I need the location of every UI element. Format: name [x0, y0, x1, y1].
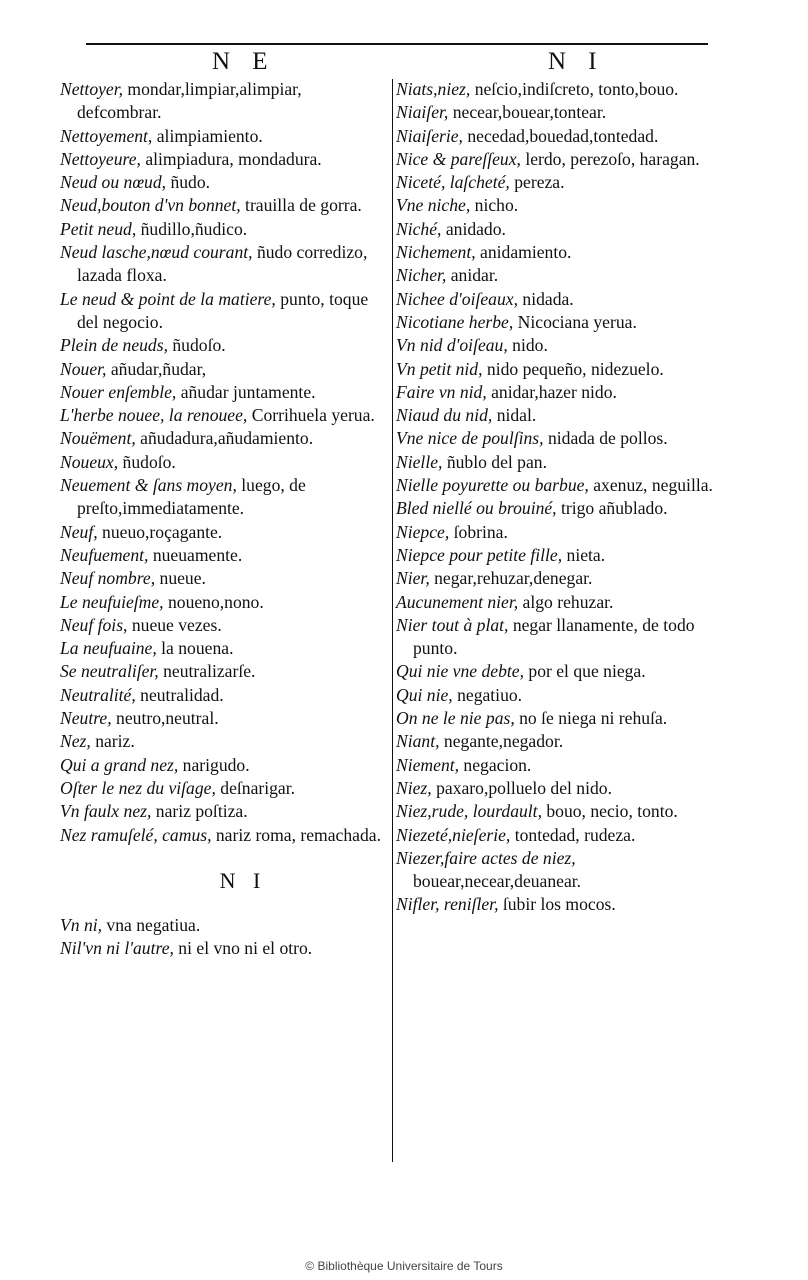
entry-headword: Nicher,	[396, 265, 447, 286]
entry-headword: Neufuement,	[60, 544, 149, 565]
entry-headword: Nielle,	[396, 451, 443, 472]
entry-definition: nariz.	[90, 731, 135, 752]
entry-headword: Nil'vn ni l'autre,	[60, 938, 174, 959]
entry-headword: Neud lasche,nœud courant,	[60, 242, 253, 263]
entry-definition: no ſe niega ni rehuſa.	[514, 708, 668, 729]
entry-definition: nidada.	[518, 288, 574, 309]
entry-definition: Corrihuela yerua.	[247, 405, 375, 426]
entry-definition: ſubir los mocos.	[498, 894, 616, 915]
running-head-right: N I	[548, 48, 605, 75]
entry-definition: pereza.	[509, 172, 565, 193]
dictionary-entry	[60, 637, 386, 660]
dictionary-entry	[60, 544, 386, 567]
entry-definition: neutralidad.	[135, 684, 224, 705]
entry-definition: añudar,ñudar,	[106, 358, 207, 379]
entry-headword: Niats,niez,	[396, 79, 471, 99]
dictionary-entry	[60, 171, 386, 194]
entry-headword: Niezer,faire actes de niez,	[396, 847, 576, 868]
dictionary-entry	[60, 358, 386, 381]
dictionary-entry	[396, 334, 720, 357]
dictionary-entry	[396, 544, 720, 567]
running-head-left: N E	[212, 48, 276, 75]
entry-headword: Niaud du nid,	[396, 405, 493, 426]
dictionary-entry	[60, 125, 386, 148]
dictionary-entry	[60, 591, 386, 614]
entry-definition: vna negatiua.	[102, 915, 201, 936]
entry-definition: nueue vezes.	[127, 614, 222, 635]
entry-definition: narigudo.	[178, 754, 250, 775]
dictionary-entry	[60, 567, 386, 590]
entry-definition: necear,bouear,tontear.	[448, 102, 607, 123]
header-rule	[86, 43, 708, 45]
entry-definition: Nicociana yerua.	[513, 311, 637, 332]
entry-definition: alimpiamiento.	[152, 125, 263, 146]
dictionary-entry	[396, 171, 720, 194]
dictionary-entry	[396, 427, 720, 450]
entry-headword: Oſter le nez du viſage,	[60, 777, 216, 798]
dictionary-entry	[396, 241, 720, 264]
entry-definition: nidada de pollos.	[543, 428, 668, 449]
entry-headword: Nettoyeure,	[60, 148, 141, 169]
entry-headword: Nicotiane herbe,	[396, 311, 514, 332]
dictionary-entry	[60, 800, 386, 823]
entry-headword: Nettoyement,	[60, 125, 153, 146]
entry-headword: Niant,	[396, 731, 440, 752]
dictionary-entry	[396, 730, 720, 753]
dictionary-entry	[396, 660, 720, 683]
dictionary-entry	[396, 311, 720, 334]
right-column	[396, 78, 720, 917]
dictionary-entry	[60, 404, 386, 427]
entry-definition: noueno,nono.	[163, 591, 264, 612]
dictionary-entry	[396, 893, 720, 916]
entry-definition: ñudoſo.	[118, 451, 176, 472]
entry-headword: Nier tout à plat,	[396, 614, 509, 635]
entry-headword: Le neud & point de la matiere,	[60, 288, 276, 309]
dictionary-entry	[60, 334, 386, 357]
entry-headword: Nifler, reniſler,	[396, 894, 499, 915]
entry-definition: ñudo.	[166, 172, 211, 193]
entry-headword: On ne le nie pas,	[396, 708, 515, 729]
entry-headword: Nouer,	[60, 358, 107, 379]
entry-headword: Niceté, laſcheté,	[396, 172, 510, 193]
dictionary-entry	[396, 521, 720, 544]
entry-definition: necedad,bouedad,tontedad.	[462, 125, 659, 146]
entry-definition: nido pequeño, nidezuelo.	[482, 358, 664, 379]
entry-headword: Noueux,	[60, 451, 119, 472]
dictionary-entry	[60, 451, 386, 474]
entry-definition: nariz roma, remachada.	[211, 824, 381, 845]
entry-headword: Nier,	[396, 568, 430, 589]
entry-headword: Nez,	[60, 731, 91, 752]
dictionary-entry	[60, 241, 386, 288]
entry-headword: Nichement,	[396, 242, 476, 263]
dictionary-entry	[396, 591, 720, 614]
left-column	[60, 78, 386, 961]
dictionary-entry	[60, 474, 386, 521]
entry-definition: negar llanamente, de todo punto.	[413, 614, 695, 659]
dictionary-entry	[396, 264, 720, 287]
entry-definition: negar,rehuzar,denegar.	[429, 568, 593, 589]
entry-definition: algo rehuzar.	[518, 591, 614, 612]
entry-headword: Nice & pareſſeux,	[396, 148, 521, 169]
dictionary-entry	[60, 914, 386, 937]
entry-definition: luego, de preſto,immediatamente.	[77, 475, 306, 519]
entry-definition: anidamiento.	[475, 242, 572, 263]
entry-headword: Qui nie,	[396, 684, 453, 705]
entry-definition: nariz poſtiza.	[151, 801, 248, 822]
dictionary-entry	[396, 101, 720, 124]
entry-definition: anidar.	[446, 265, 499, 286]
entry-definition: nueuamente.	[148, 544, 243, 565]
entry-definition: por el que niega.	[524, 661, 646, 682]
entry-definition: añudadura,añudamiento.	[135, 428, 314, 449]
entry-definition: negatiuo.	[452, 684, 523, 705]
entry-headword: Vn ni,	[60, 915, 103, 936]
dictionary-entry	[60, 754, 386, 777]
entry-headword: Bled niellé ou brouiné,	[396, 498, 557, 519]
entry-definition: paxaro,polluelo del nido.	[431, 777, 612, 798]
dictionary-entry	[60, 777, 386, 800]
entry-headword: Niement,	[396, 754, 460, 775]
entry-headword: Neutralité,	[60, 684, 136, 705]
entry-headword: Qui a grand nez,	[60, 754, 179, 775]
entry-definition: neutro,neutral.	[111, 708, 219, 729]
dictionary-entry	[60, 78, 386, 125]
entry-headword: Niaiſerie,	[396, 125, 463, 146]
dictionary-entry	[396, 707, 720, 730]
entry-headword: Vn faulx nez,	[60, 801, 152, 822]
dictionary-entry	[396, 567, 720, 590]
dictionary-entry	[396, 381, 720, 404]
dictionary-entry	[396, 614, 720, 661]
entry-headword: Nez ramuſelé, camus,	[60, 824, 212, 845]
entry-definition: alimpiadura, mondadura.	[140, 148, 322, 169]
entry-definition: axenuz, neguilla.	[588, 475, 713, 496]
entry-headword: Niez,	[396, 777, 432, 798]
entry-headword: Petit neud,	[60, 218, 137, 239]
entry-definition: trigo añublado.	[556, 498, 668, 519]
dictionary-entry	[396, 218, 720, 241]
entry-definition: neutralizarſe.	[158, 661, 256, 682]
entry-headword: Neuf fois,	[60, 614, 128, 635]
entry-definition: anidar,hazer nido.	[486, 381, 617, 402]
entry-definition: añudar juntamente.	[176, 381, 316, 402]
entry-headword: Vn petit nid,	[396, 358, 483, 379]
entry-definition: ñublo del pan.	[442, 451, 547, 472]
dictionary-entry	[60, 660, 386, 683]
entry-definition: bouear,necear,deuanear.	[413, 871, 582, 892]
entry-definition: nidal.	[492, 405, 537, 426]
entry-definition: negacion.	[459, 754, 532, 775]
entry-definition: la nouena.	[156, 638, 234, 659]
dictionary-entry	[60, 381, 386, 404]
entry-headword: Niché,	[396, 218, 442, 239]
entry-headword: Faire vn nid,	[396, 381, 487, 402]
dictionary-entry	[396, 497, 720, 520]
dictionary-entry	[396, 777, 720, 800]
dictionary-entry	[396, 358, 720, 381]
column-divider	[392, 79, 393, 1162]
entry-headword: Plein de neuds,	[60, 335, 168, 356]
dictionary-entry	[396, 754, 720, 777]
dictionary-entry	[396, 125, 720, 148]
dictionary-entry	[60, 937, 386, 960]
entry-definition: lerdo, perezoſo, haragan.	[520, 148, 700, 169]
dictionary-entry	[396, 847, 720, 894]
entry-definition: ñudo corredizo, lazada floxa.	[77, 242, 368, 286]
dictionary-entry	[60, 730, 386, 753]
entry-headword: Neuement & ſans moyen,	[60, 475, 237, 496]
dictionary-entry	[60, 194, 386, 217]
entry-headword: Niepce pour petite fille,	[396, 544, 563, 565]
entry-definition: nueue.	[155, 568, 206, 589]
entry-definition: punto, toque del negocio.	[77, 288, 369, 332]
entry-definition: anidado.	[441, 218, 506, 239]
entry-headword: Vne niche,	[396, 195, 471, 216]
entry-definition: ni el vno ni el otro.	[173, 938, 313, 959]
copyright-footer: © Bibliothèque Universitaire de Tours	[305, 1259, 503, 1273]
dictionary-entry	[60, 288, 386, 335]
entry-headword: Vne nice de poulſins,	[396, 428, 544, 449]
entry-headword: Niez,rude, lourdault,	[396, 801, 542, 822]
dictionary-entry	[396, 824, 720, 847]
entry-headword: Nettoyer,	[60, 79, 124, 99]
dictionary-entry	[60, 218, 386, 241]
entry-headword: Aucunement nier,	[396, 591, 519, 612]
dictionary-entry	[60, 824, 386, 847]
entry-definition: nueuo,roçagante.	[97, 521, 223, 542]
dictionary-entry	[396, 474, 720, 497]
entry-headword: Nichee d'oiſeaux,	[396, 288, 518, 309]
entry-headword: Se neutraliſer,	[60, 661, 159, 682]
entry-definition: ñudoſo.	[167, 335, 226, 356]
entry-headword: Neutre,	[60, 708, 112, 729]
dictionary-entry	[60, 614, 386, 637]
dictionary-entry	[396, 148, 720, 171]
dictionary-entry	[396, 800, 720, 823]
entry-headword: Niaiſer,	[396, 102, 449, 123]
entry-definition: neſcio,indiſcreto, tonto,bouo.	[470, 79, 679, 99]
entry-headword: Nouer enſemble,	[60, 381, 177, 402]
entry-definition: deſnarigar.	[215, 777, 296, 798]
dictionary-entry	[60, 684, 386, 707]
entry-definition: nido.	[507, 335, 548, 356]
entry-headword: La neufuaine,	[60, 638, 157, 659]
entry-headword: Niepce,	[396, 521, 450, 542]
entry-definition: negante,negador.	[439, 731, 564, 752]
dictionary-entry	[60, 707, 386, 730]
entry-headword: Nouëment,	[60, 428, 136, 449]
dictionary-entry	[396, 288, 720, 311]
entry-definition: ñudillo,ñudico.	[136, 218, 248, 239]
dictionary-entry	[396, 451, 720, 474]
entry-headword: Le neufuieſme,	[60, 591, 164, 612]
entry-definition: tontedad, rudeza.	[510, 824, 636, 845]
entry-definition: mondar,limpiar,alimpiar, defcombrar.	[77, 79, 302, 123]
entry-definition: trauilla de gorra.	[240, 195, 362, 216]
entry-headword: Vn nid d'oiſeau,	[396, 335, 508, 356]
entry-definition: ſobrina.	[449, 521, 508, 542]
dictionary-entry	[60, 148, 386, 171]
dictionary-entry	[60, 427, 386, 450]
entry-headword: L'herbe nouee, la renouee,	[60, 405, 248, 426]
dictionary-entry	[396, 194, 720, 217]
entry-definition: bouo, necio, tonto.	[541, 801, 678, 822]
dictionary-entry	[60, 521, 386, 544]
dictionary-entry	[396, 78, 720, 101]
entry-headword: Neud ou nœud,	[60, 172, 167, 193]
entry-headword: Nielle poyurette ou barbue,	[396, 475, 589, 496]
entry-headword: Neud,bouton d'vn bonnet,	[60, 195, 241, 216]
entry-headword: Neuf nombre,	[60, 568, 156, 589]
entry-headword: Neuf,	[60, 521, 98, 542]
entry-headword: Qui nie vne debte,	[396, 661, 524, 682]
dictionary-entry	[396, 404, 720, 427]
entry-headword: Niezeté,nieſerie,	[396, 824, 511, 845]
entry-definition: nieta.	[562, 544, 606, 565]
section-heading: N I	[219, 867, 267, 893]
entry-definition: nicho.	[470, 195, 519, 216]
dictionary-entry	[396, 684, 720, 707]
